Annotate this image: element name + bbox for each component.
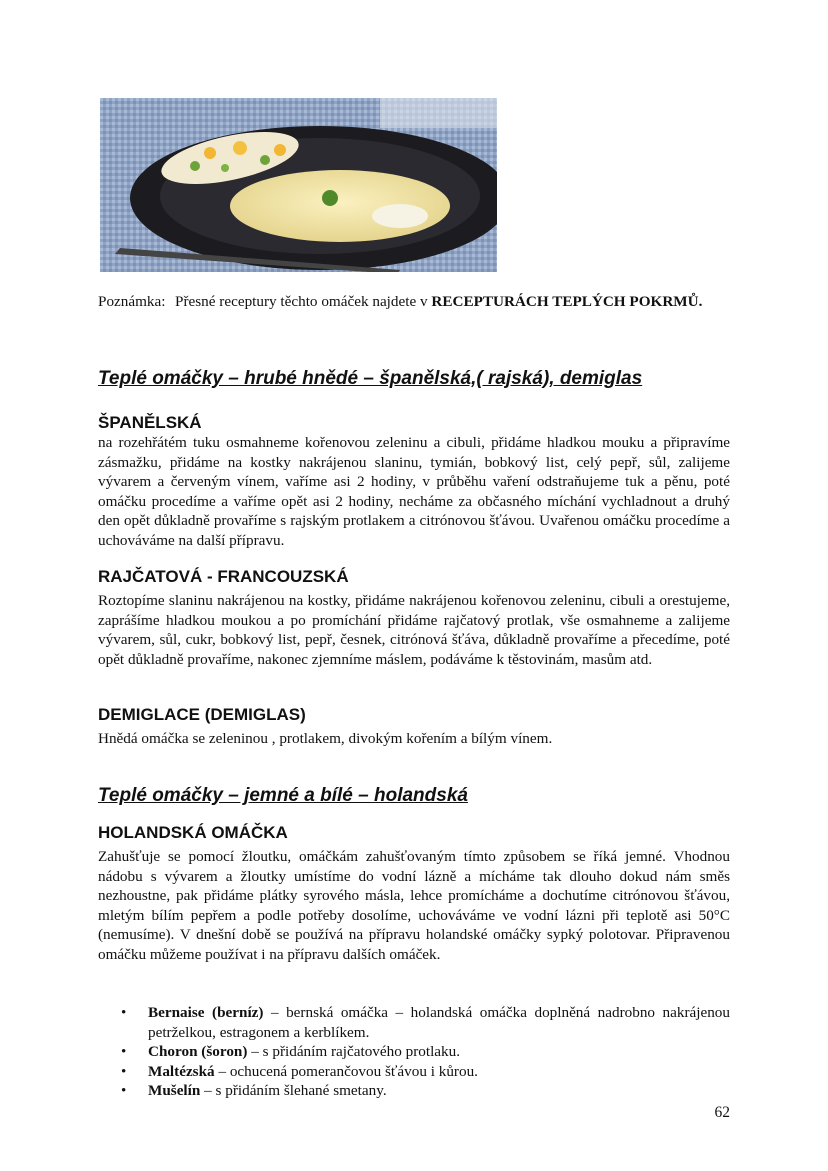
- note-label: Poznámka:: [98, 293, 166, 310]
- variant-name: Bernaise (berníz): [148, 1004, 264, 1021]
- variant-desc: – s přidáním rajčatového protlaku.: [247, 1043, 461, 1061]
- recipe-title-demiglace: DEMIGLACE (DEMIGLAS): [98, 705, 306, 724]
- list-item: [148, 1003, 730, 1042]
- page-number: 62: [714, 1104, 730, 1121]
- recipe-text-spanelska: na rozehřátém tuku osmahneme kořenovou zeleninu a cibuli, přidáme hladkou mouku a připravíme zásmažku, přidáme na kostky nakrájenou slaninu, tymián, bobkový list, celý pepř, sůl, zalijeme vývarem a červeným vínem, vaříme asi 2 hodiny, v průběhu vaření odstraňujeme tuk a pěnu, poté omáčku procedíme a vaříme opět asi 2 hodiny, necháme za občasného míchání vychladnout a druhý den opět důkladně provaříme s rajským protlakem a citrónovou šťávou. Uvařenou omáčku procedíme a uchováváme na další přípravu.: [98, 434, 730, 549]
- recipe-title-spanelska: ŠPANĚLSKÁ: [98, 413, 202, 432]
- note-text: Přesné receptury těchto omáček najdete v: [175, 293, 432, 310]
- list-item: [148, 1081, 730, 1101]
- variant-name: Choron (šoron): [148, 1043, 248, 1061]
- list-item: [148, 1062, 730, 1082]
- note: [98, 291, 730, 312]
- variant-desc: – s přidáním šlehané smetany.: [200, 1082, 387, 1100]
- section-title-white-sauces: Teplé omáčky – jemné a bílé – holandská: [98, 785, 468, 806]
- list-item: [148, 1042, 730, 1062]
- variant-desc: – ochucená pomerančovou šťávou i kůrou.: [214, 1062, 478, 1080]
- recipe-text-holandska: Zahušťuje se pomocí žloutku, omáčkám zahušťovaným tímto způsobem se říká jemné. Vhodnou nádobu s vývarem a žloutky umístíme do vodní lázně a mícháme tak dlouho dokud nám směs nezhoustne, pak přidáme plátky syrového másla, lehce promícháme a dochutíme citrónovou šťávou, mletým bílím pepřem a podle potřeby dosolíme, uchováváme ve vodní lázni při teplotě asi 50°C (nemusíme). V dnešní době se používá na přípravu holandské omáčky sypký polotovar. Připravenou omáčku můžeme používat i na přípravu dalších omáček.: [98, 848, 730, 963]
- recipe-title-holandska: HOLANDSKÁ OMÁČKA: [98, 823, 288, 842]
- recipe-title-rajcatova: RAJČATOVÁ - FRANCOUZSKÁ: [98, 567, 349, 586]
- recipe-text-demiglace: Hnědá omáčka se zeleninou , protlakem, divokým kořením a bílým vínem.: [98, 730, 553, 747]
- sauce-dish-photo: [100, 98, 497, 272]
- section-title-brown-sauces: Teplé omáčky – hrubé hnědé – španělská,( rajská), demiglas: [98, 368, 643, 389]
- variants-list: [98, 1003, 730, 1101]
- variant-name: Mušelín: [148, 1082, 201, 1100]
- variant-name: Maltézská: [148, 1062, 215, 1080]
- note-bold: RECEPTURÁCH TEPLÝCH POKRMŮ.: [431, 293, 703, 310]
- recipe-text-rajcatova: Roztopíme slaninu nakrájenou na kostky, přidáme nakrájenou kořenovou zeleninu, cibuli a orestujeme, zaprášíme hladkou moukou a po promíchání přidáme rajčatový protlak, vše osmahneme a zalijeme vývarem, sůl, cukr, bobkový list, pepř, česnek, citrónová šťáva, důkladně provaříme a přecedíme, poté opět důkladně provaříme, nakonec zjemníme máslem, podáváme k těstovinám, masům atd.: [98, 592, 730, 668]
- variant-desc: – bernská omáčka – holandská omáčka doplněná nadrobno nakrájenou petrželkou, estragonem a kerblíkem.: [148, 1004, 730, 1041]
